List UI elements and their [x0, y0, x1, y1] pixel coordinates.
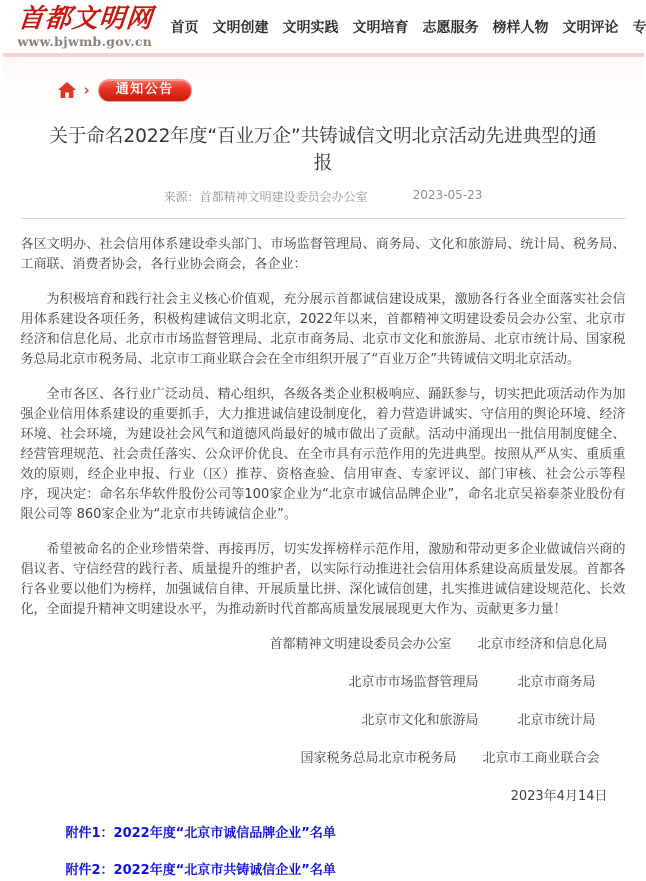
- nav-item-civilization-creation[interactable]: 文明创建: [213, 17, 269, 37]
- main-nav: [171, 17, 646, 37]
- article-paragraph: 希望被命名的企业珍惜荣誉、再接再厉，切实发挥榜样示范作用，激励和带动更多企业做诚信兴商的倡议者、守信经营的践行者、质量提升的维护者，以实际行动推进社会信用体系建设高质量发展。首都各行各业要以他们为榜样，加强诚信自律、开展质量比拼、深化诚信创建，扎实推进诚信建设规范化、长效化，全面提升精神文明建设水平，为推动新时代首都高质量发展展现更大作为、贡献更多力量！: [21, 540, 626, 620]
- nav-item-civilization-practice[interactable]: 文明实践: [283, 17, 339, 37]
- article-source-label: 来源：: [164, 190, 200, 204]
- nav-item-civilization-cultivation[interactable]: 文明培育: [353, 17, 409, 37]
- sign-date: 2023年4月14日: [21, 787, 626, 807]
- home-icon[interactable]: [58, 82, 76, 99]
- title-divider: [21, 218, 626, 219]
- article-source: [164, 188, 368, 205]
- page: [3, 0, 644, 831]
- signature-block: [21, 635, 626, 769]
- attachment-link-2[interactable]: 附件2：2022年度“北京市共铸诚信企业”名单: [21, 861, 626, 881]
- nav-item-civilization-review[interactable]: 文明评论: [563, 17, 619, 37]
- article-title: 关于命名2022年度“百业万企”共铸诚信文明北京活动先进典型的通报: [41, 123, 606, 177]
- nav-item-volunteer-service[interactable]: 志愿服务: [423, 17, 479, 37]
- content-area: [3, 57, 644, 827]
- article-publish-date: 2023-05-23: [413, 188, 483, 205]
- signature-line: 北京市市场监督管理局 北京市商务局: [21, 673, 626, 693]
- article-body: [21, 235, 626, 881]
- article-paragraph: 全市各区、各行业广泛动员、精心组织，各级各类企业积极响应、踊跃参与，切实把此项活动作为加强企业信用体系建设的重要抓手，大力推进诚信建设制度化，着力营造讲诚实、守信用的舆论环境、经济环境、社会环境，为建设社会风气和道德风尚最好的城市做出了贡献。活动中涌现出一批信用制度健全、经营管理规范、社会责任落实、公众评价优良、在全市具有示范作用的先进典型。按照从严从实、重质重效的原则，经企业申报、行业（区）推荐、资格查验、信用审查、专家评议、部门审核、社会公示等程序，现决定：命名东华软件股份公司等100家企业为“北京市诚信品牌企业”，命名北京吴裕泰茶业股份有限公司等 860家企业为“北京市共铸诚信企业”。: [21, 385, 626, 525]
- site-logo-title: 首都文明网: [16, 5, 171, 33]
- site-logo[interactable]: [18, 5, 171, 49]
- nav-item-special-clipped[interactable]: 专: [633, 17, 646, 37]
- signature-line: 北京市文化和旅游局 北京市统计局: [21, 711, 626, 731]
- article-paragraph: 为积极培育和践行社会主义核心价值观，充分展示首都诚信建设成果，激励各行各业全面落实社会信用体系建设各项任务，积极构建诚信文明北京，2022年以来，首都精神文明建设委员会办公室、北京市经济和信息化局、北京市市场监督管理局、北京市商务局、北京市文化和旅游局、北京市统计局、国家税务总局北京市税务局、北京市工商业联合会在全市组织开展了“百业万企”共铸诚信文明北京活动。: [21, 290, 626, 370]
- nav-item-role-models[interactable]: 榜样人物: [493, 17, 549, 37]
- article-paragraph-salutation: 各区文明办、社会信用体系建设牵头部门、市场监督管理局、商务局、文化和旅游局、统计局、税务局、工商联、消费者协会，各行业协会商会，各企业：: [21, 235, 626, 275]
- nav-item-home[interactable]: 首页: [171, 17, 199, 37]
- breadcrumb: [3, 57, 644, 102]
- attachment-link-1[interactable]: 附件1：2022年度“北京市诚信品牌企业”名单: [21, 824, 626, 844]
- category-badge[interactable]: 通知公告: [98, 79, 192, 102]
- site-logo-url: www.bjwmb.gov.cn: [18, 34, 171, 49]
- attachments: [21, 824, 626, 881]
- chevron-right-icon: ›: [84, 82, 90, 99]
- article-meta: [3, 188, 644, 205]
- site-header: [3, 0, 644, 57]
- signature-line: 首都精神文明建设委员会办公室 北京市经济和信息化局: [21, 635, 626, 655]
- signature-line: 国家税务总局北京市税务局 北京市工商业联合会: [21, 749, 626, 769]
- article-source-value: 首都精神文明建设委员会办公室: [200, 190, 368, 204]
